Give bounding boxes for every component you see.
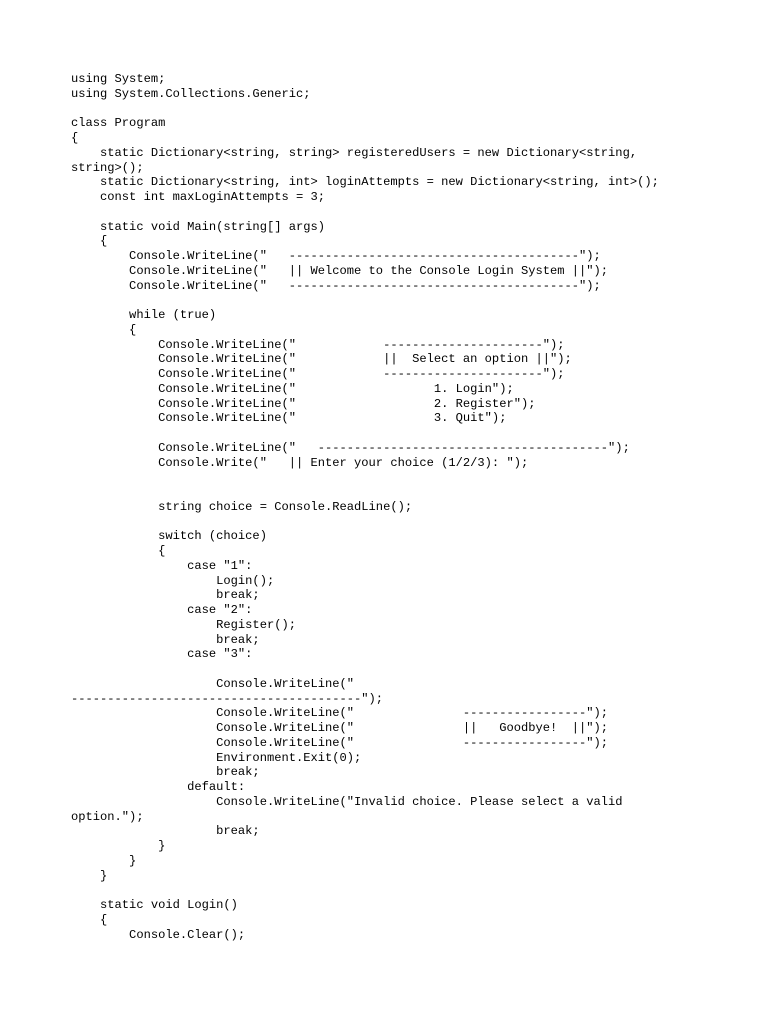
- code-line: while (true): [71, 308, 217, 322]
- code-line: [71, 515, 751, 530]
- code-line: Console.WriteLine(" 3. Quit");: [71, 411, 507, 426]
- code-line: Console.WriteLine(" 2. Register");: [71, 396, 536, 411]
- code-line: [71, 205, 751, 220]
- code-line: Console.WriteLine(" || Goodbye! ||");: [71, 721, 609, 735]
- code-line: Console.WriteLine(" -----------------");: [71, 706, 609, 721]
- code-line: {: [71, 131, 79, 145]
- code-line: Console.WriteLine(" ----------------------------------------");: [71, 278, 601, 293]
- code-line: option.");: [71, 809, 144, 824]
- code-line: Console.WriteLine(" || Select an option ||");: [71, 352, 572, 367]
- code-line: default:: [71, 780, 246, 794]
- code-line: break;: [71, 632, 260, 647]
- code-line: {: [71, 322, 137, 337]
- code-line: static void Main(string[] args): [71, 219, 326, 234]
- code-line: static void Login(): [71, 898, 238, 912]
- code-block: [71, 72, 751, 942]
- code-line: case "2":: [71, 603, 253, 617]
- code-line: [71, 426, 751, 441]
- code-line: static Dictionary<string, string> registeredUsers = new Dictionary<string,: [71, 145, 638, 160]
- code-line: [71, 470, 751, 485]
- code-line: }: [71, 868, 108, 883]
- code-line: break;: [71, 765, 260, 780]
- code-line: Console.WriteLine(" 1. Login");: [71, 381, 514, 396]
- code-line: Environment.Exit(0);: [71, 750, 362, 765]
- code-line: switch (choice): [71, 529, 267, 544]
- code-line: Console.WriteLine("Invalid choice. Please select a valid: [71, 794, 623, 809]
- code-line: static Dictionary<string, int> loginAttempts = new Dictionary<string, int>();: [71, 175, 659, 190]
- code-line: [71, 485, 751, 500]
- code-line: Console.WriteLine(" ----------------------------------------");: [71, 440, 630, 455]
- code-line: Console.WriteLine(" ----------------------");: [71, 337, 565, 352]
- code-line: break;: [71, 588, 260, 603]
- code-line: Console.WriteLine(" ----------------------------------------");: [71, 249, 601, 263]
- code-line: {: [71, 912, 108, 927]
- code-line: Login();: [71, 573, 275, 588]
- code-line: Console.WriteLine(" || Welcome to the Console Login System ||");: [71, 263, 609, 278]
- code-line: using System;: [71, 72, 166, 86]
- code-line: case "3":: [71, 647, 253, 662]
- code-line: Console.Clear();: [71, 927, 246, 942]
- code-line: }: [71, 839, 166, 853]
- code-line: using System.Collections.Generic;: [71, 86, 311, 101]
- code-line: [71, 293, 751, 308]
- code-line: ----------------------------------------");: [71, 691, 384, 706]
- code-line: }: [71, 853, 137, 868]
- code-line: [71, 662, 751, 677]
- code-line: [71, 102, 751, 117]
- code-line: Console.WriteLine(" -----------------");: [71, 735, 609, 750]
- code-line: [71, 883, 751, 898]
- code-line: Console.WriteLine(": [71, 676, 355, 691]
- code-line: {: [71, 234, 108, 249]
- code-line: break;: [71, 824, 260, 839]
- code-line: const int maxLoginAttempts = 3;: [71, 190, 326, 204]
- code-line: string choice = Console.ReadLine();: [71, 499, 413, 514]
- code-line: {: [71, 544, 166, 558]
- code-line: Console.WriteLine(" ----------------------");: [71, 367, 565, 381]
- code-line: Console.Write(" || Enter your choice (1/2/3): ");: [71, 455, 529, 470]
- code-line: string>();: [71, 160, 144, 175]
- code-line: class Program: [71, 116, 166, 131]
- code-line: case "1":: [71, 558, 253, 573]
- code-line: Register();: [71, 617, 296, 632]
